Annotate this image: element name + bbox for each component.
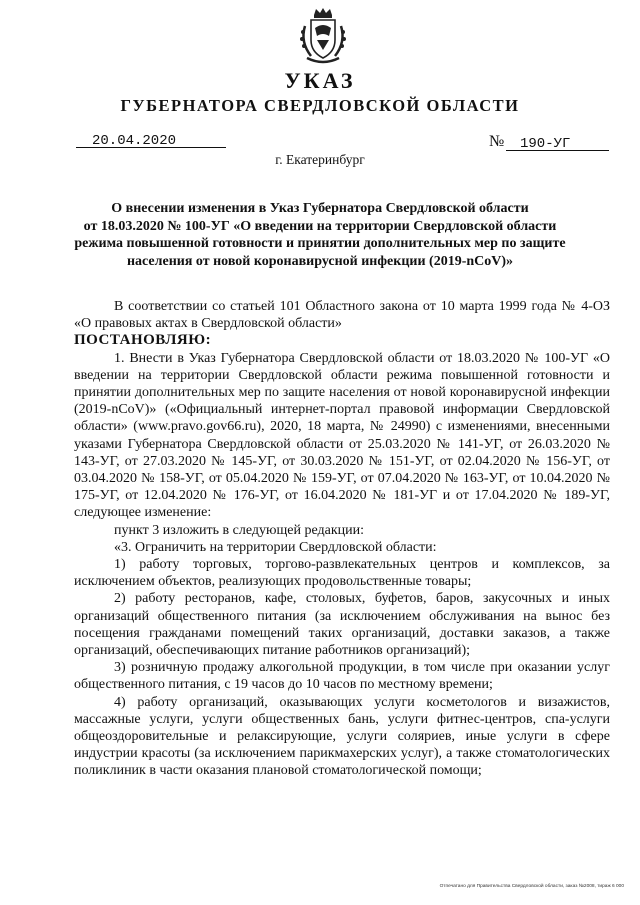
subitem-3: 3) розничную продажу алкогольной продукции, в том числе при оказании услуг общественного питания, с 19 часов до 10 часов по местному времени; [74,660,610,693]
point-3-title: «3. Ограничить на территории Свердловской области: [114,539,437,555]
document-body [74,298,610,780]
date-underline [76,147,226,148]
subitem-1: 1) работу торговых, торгово-развлекательных центров и комплексов, за исключением объектов, реализующих продовольственные товары; [74,557,610,590]
subitem-4: 4) работу организаций, оказывающих услуги косметологов и визажистов, массажные услуги, услуги общественных бань, услуги фитнес-центров, спа-услуги общеоздоровительные и релаксирующие, услуги соляриев, иные услуги в сфере индустрии красоты (за исключением парикмахерских услуг), а также стоматологических поликлиник в части оказания плановой стоматологической помощи; [74,694,610,779]
number-sign: № [489,133,505,150]
document-city: г. Екатеринбург [275,152,365,167]
heading-line: от 18.03.2020 № 100-УГ «О введении на территории Свердловской области [83,218,557,234]
document-date: 20.04.2020 [92,133,177,149]
document-heading [60,200,580,270]
preamble-paragraph: В соответствии со статьей 101 Областного закона от 10 марта 1999 года № 4-ОЗ «О правовых актах в Свердловской области» [74,299,610,332]
document-title: УКАЗ [284,68,356,93]
print-note: Отпечатано для Правительства Свердловской области, заказ №2008, тираж 6 000 [439,884,624,889]
item-1-paragraph: 1. Внести в Указ Губернатора Свердловской области от 18.03.2020 № 100-УГ «О введении на территории Свердловской области режима повышенной готовности и принятии дополнительных мер по защите населения от новой коронавирусной инфекции (2019-nCoV)» («Официальный интернет-портал правовой информации Свердловской области» (www.pravo.gov66.ru), 2020, 18 марта, № 24990) с изменениями, внесенными указами Губернатора Свердловской области от 25.03.2020 № 141-УГ, от 26.03.2020 № 143-УГ, от 27.03.2020 № 145-УГ, от 30.03.2020 № 151-УГ, от 02.04.2020 № 156-УГ, от 03.04.2020 № 158-УГ, от 05.04.2020 № 159-УГ, от 07.04.2020 № 163-УГ, от 10.04.2020 № 175-УГ, от 12.04.2020 № 176-УГ, от 16.04.2020 № 181-УГ и от 17.04.2020 № 189-УГ, следующее изменение: [74,350,610,521]
point-3-intro: пункт 3 изложить в следующей редакции: [114,522,364,538]
number-underline [506,150,609,151]
heading-line: режима повышенной готовности и принятии дополнительных мер по защите [74,236,566,251]
subitem-2: 2) работу ресторанов, кафе, столовых, буфетов, баров, закусочных и иных организаций общественного питания (за исключением обслуживания на вынос без посещения гражданами помещений таких организаций, доставки заказов, а также организаций, обеспечивающих питание работников организаций); [74,591,610,659]
decree-word: ПОСТАНОВЛЯЮ: [74,332,212,349]
heading-line: населения от новой коронавирусной инфекции (2019-nCoV)» [126,253,514,269]
heading-line: О внесении изменения в Указ Губернатора Свердловской области [111,201,529,216]
document-number: 190-УГ [520,136,571,152]
coat-of-arms-icon [297,6,349,66]
document-issuer: ГУБЕРНАТОРА СВЕРДЛОВСКОЙ ОБЛАСТИ [120,96,520,115]
